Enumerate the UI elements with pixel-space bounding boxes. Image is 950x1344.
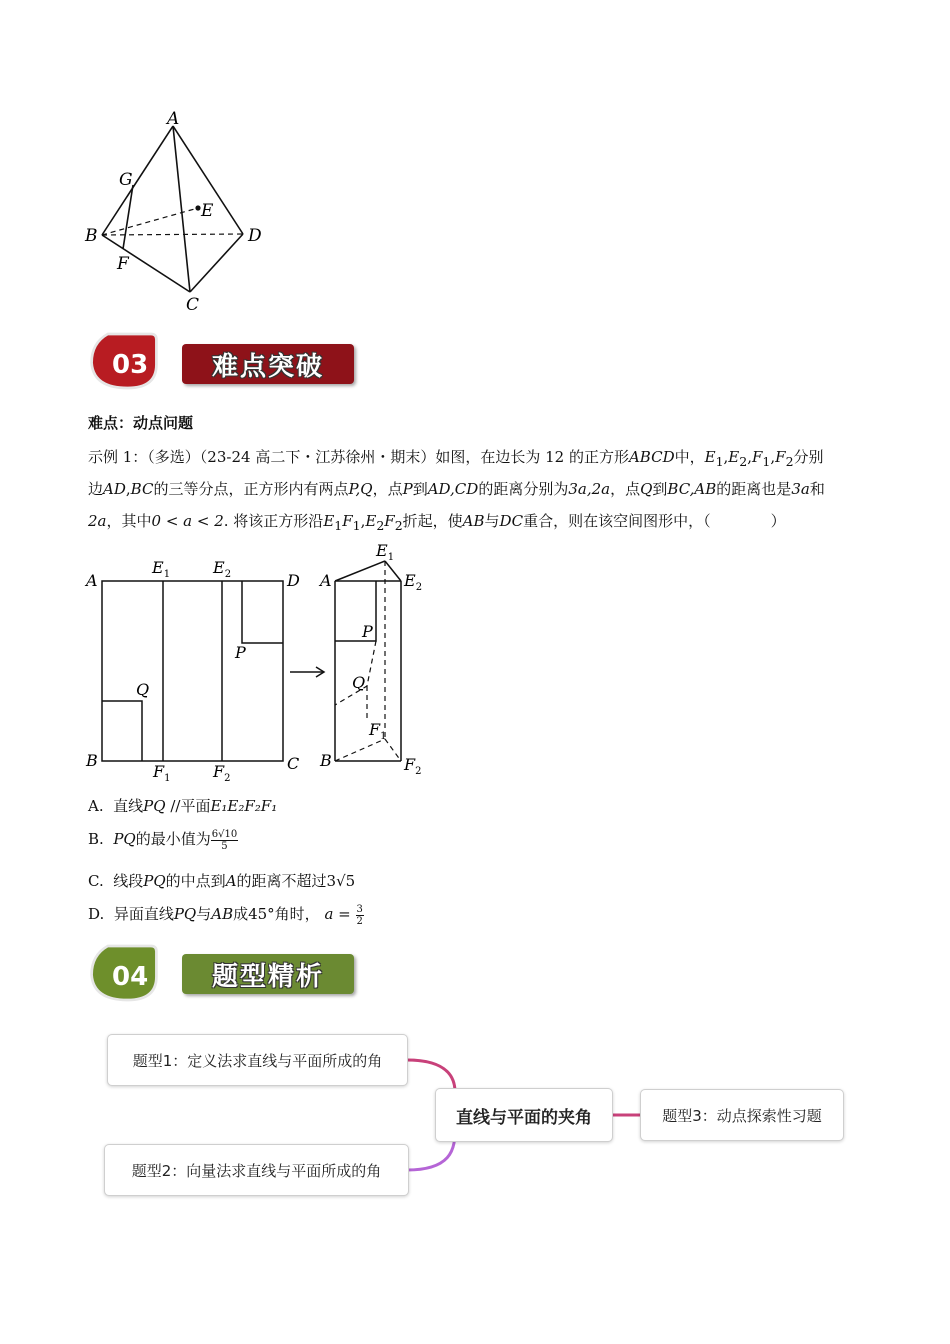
- tetra-label-b: B: [85, 226, 98, 246]
- mindmap-type2: 题型2：向量法求直线与平面所成的角: [104, 1144, 409, 1196]
- option-d-text3: 成45°角时，: [233, 905, 320, 923]
- option-a-text2: //平面: [170, 797, 211, 815]
- option-b-num: 6√10: [211, 828, 238, 840]
- with-text: 与: [484, 512, 500, 530]
- line3-d: 重合，则在该空间图形中，（ ）: [523, 512, 786, 530]
- option-a-plane: E₁E₂F₂F₁: [210, 797, 278, 815]
- seg-bc: BC: [130, 480, 154, 498]
- option-d-pq: PQ: [173, 905, 197, 923]
- difficulty-heading: 难点：动点问题: [88, 414, 194, 432]
- section-03-header: [88, 330, 368, 400]
- example-prefix: 示例 1：（多选）（23-24 高二下・江苏徐州・期末）如图，在边长为 12 的正方形: [88, 448, 629, 466]
- line2-b: 的三等分点，正方形内有两点: [153, 480, 349, 498]
- option-a-pq: PQ: [143, 797, 166, 815]
- prism-label-q: Q: [352, 673, 366, 692]
- option-b-text1: 的最小值为: [135, 830, 211, 848]
- option-a-text1: 直线: [113, 797, 144, 815]
- mindmap-center: 直线与平面的夹角: [435, 1088, 613, 1142]
- line2-a: 边: [88, 480, 104, 498]
- example-line-3: 2a，其中0 < a < 2. 将该正方形沿$E_1F_1,E_2F_2$折起，使AB与DC重合，则在该空间图形中，（ ）: [88, 512, 786, 533]
- option-d-text2: 与: [196, 905, 212, 923]
- option-b-den: 5: [221, 840, 228, 852]
- seg-bcab: BC,AB: [667, 480, 717, 498]
- option-c-text3: 的距离不超过: [236, 872, 327, 890]
- prism-label-f2: $F_2$: [404, 755, 422, 777]
- option-c-pq: PQ: [143, 872, 166, 890]
- option-b-pq: PQ: [113, 830, 136, 848]
- sq-label-b: B: [86, 751, 98, 770]
- prism-label-a: A: [320, 571, 332, 590]
- sq-label-p: P: [235, 643, 246, 662]
- prism-label-e1: $E_1$: [376, 541, 395, 563]
- line2-g: 到: [652, 480, 668, 498]
- prism-label-e2: $E_2$: [404, 571, 423, 593]
- option-d-ab: AB: [211, 905, 234, 923]
- sq-label-d: D: [287, 571, 300, 590]
- line2-e: 的距离分别为: [478, 480, 569, 498]
- seg-ad: AD: [103, 480, 126, 498]
- sq-label-a: A: [86, 571, 98, 590]
- sq-label-e1: $E_1$: [152, 558, 171, 580]
- prism-label-f1: $F_1$: [369, 720, 387, 742]
- option-d-label: D.: [88, 905, 105, 923]
- option-c-text2: 的中点到: [165, 872, 226, 890]
- option-b: [88, 828, 238, 852]
- line2-i: 和: [809, 480, 825, 498]
- section-03-title: 难点突破: [182, 344, 354, 384]
- option-d-num: 3: [356, 903, 363, 915]
- tetrahedron-figure: [80, 108, 280, 318]
- square-fold-figure: [80, 540, 440, 790]
- tetra-label-d: D: [248, 226, 262, 246]
- tetra-label-g: G: [119, 170, 133, 190]
- example-line1-mid: 中，: [674, 448, 705, 466]
- option-d-fraction: [356, 904, 364, 927]
- dist-1: 3a,2a: [568, 480, 611, 498]
- f2-letter: F: [775, 448, 786, 466]
- mindmap-type1: 题型1：定义法求直线与平面所成的角: [107, 1034, 408, 1086]
- tetra-label-e: E: [201, 201, 214, 221]
- line3-a: 2a: [88, 512, 107, 530]
- section-03-number: 03: [112, 350, 149, 380]
- option-a-label: A.: [88, 797, 104, 815]
- tetra-label-a: A: [167, 109, 180, 129]
- prism-label-p: P: [362, 622, 373, 641]
- points-pq: P,Q: [348, 480, 373, 498]
- line2-d: 到: [412, 480, 428, 498]
- point-p: P: [402, 480, 413, 498]
- option-d-text1: 异面直线: [113, 905, 174, 923]
- sq-label-e2: $E_2$: [213, 558, 232, 580]
- tetra-label-c: C: [186, 295, 200, 315]
- example-line1-end: 分别: [793, 448, 824, 466]
- mindmap-type3: 题型3：动点探索性习题: [640, 1089, 844, 1141]
- option-a: [88, 795, 277, 816]
- line2-h: 的距离也是: [716, 480, 792, 498]
- example-line-1: 示例 1：（多选）（23-24 高二下・江苏徐州・期末）如图，在边长为 12 的正方形ABCD中，$E_1,E_2,F_1,F_2$分别: [88, 448, 824, 469]
- option-c-a: A: [225, 872, 237, 890]
- inequality: 0 < a < 2: [151, 512, 224, 530]
- option-d: [88, 903, 364, 927]
- option-b-fraction: [211, 829, 238, 852]
- option-c-text1: 线段: [113, 872, 144, 890]
- line2-c: ，点: [372, 480, 403, 498]
- section-04-header: [88, 942, 368, 1012]
- fold-text: 折起，使: [402, 512, 463, 530]
- option-d-aeq: a =: [324, 905, 351, 923]
- sq-label-q: Q: [136, 680, 150, 699]
- sq-label-f2: $F_2$: [213, 762, 231, 784]
- line2-f: ，点: [610, 480, 641, 498]
- example-line-2: 边AD,BC的三等分点，正方形内有两点P,Q，点P到AD,CD的距离分别为3a,2a，点Q到BC,AB的距离也是3a和: [88, 480, 825, 498]
- seg-ab: AB: [462, 512, 485, 530]
- tetra-label-f: F: [117, 254, 129, 274]
- seg-adcd: AD,CD: [427, 480, 479, 498]
- example-square: ABCD: [628, 448, 675, 466]
- option-c: [88, 870, 355, 891]
- section-04-number: 04: [112, 962, 149, 992]
- option-d-den: 2: [356, 915, 363, 927]
- option-b-label: B.: [88, 830, 104, 848]
- prism-label-b: B: [320, 751, 332, 770]
- e1-letter: E: [704, 448, 716, 466]
- line3-c: . 将该正方形沿: [223, 512, 324, 530]
- f1-letter: F: [751, 448, 763, 466]
- line3-b: ，其中: [106, 512, 152, 530]
- sq-label-f1: $F_1$: [153, 762, 171, 784]
- option-c-val: 3√5: [326, 872, 356, 890]
- section-04-title: 题型精析: [182, 954, 354, 994]
- seg-dc: DC: [499, 512, 524, 530]
- e2-letter: E: [728, 448, 740, 466]
- dist-2: 3a: [791, 480, 810, 498]
- option-c-label: C.: [88, 872, 104, 890]
- sq-label-c: C: [287, 754, 300, 773]
- point-q: Q: [640, 480, 653, 498]
